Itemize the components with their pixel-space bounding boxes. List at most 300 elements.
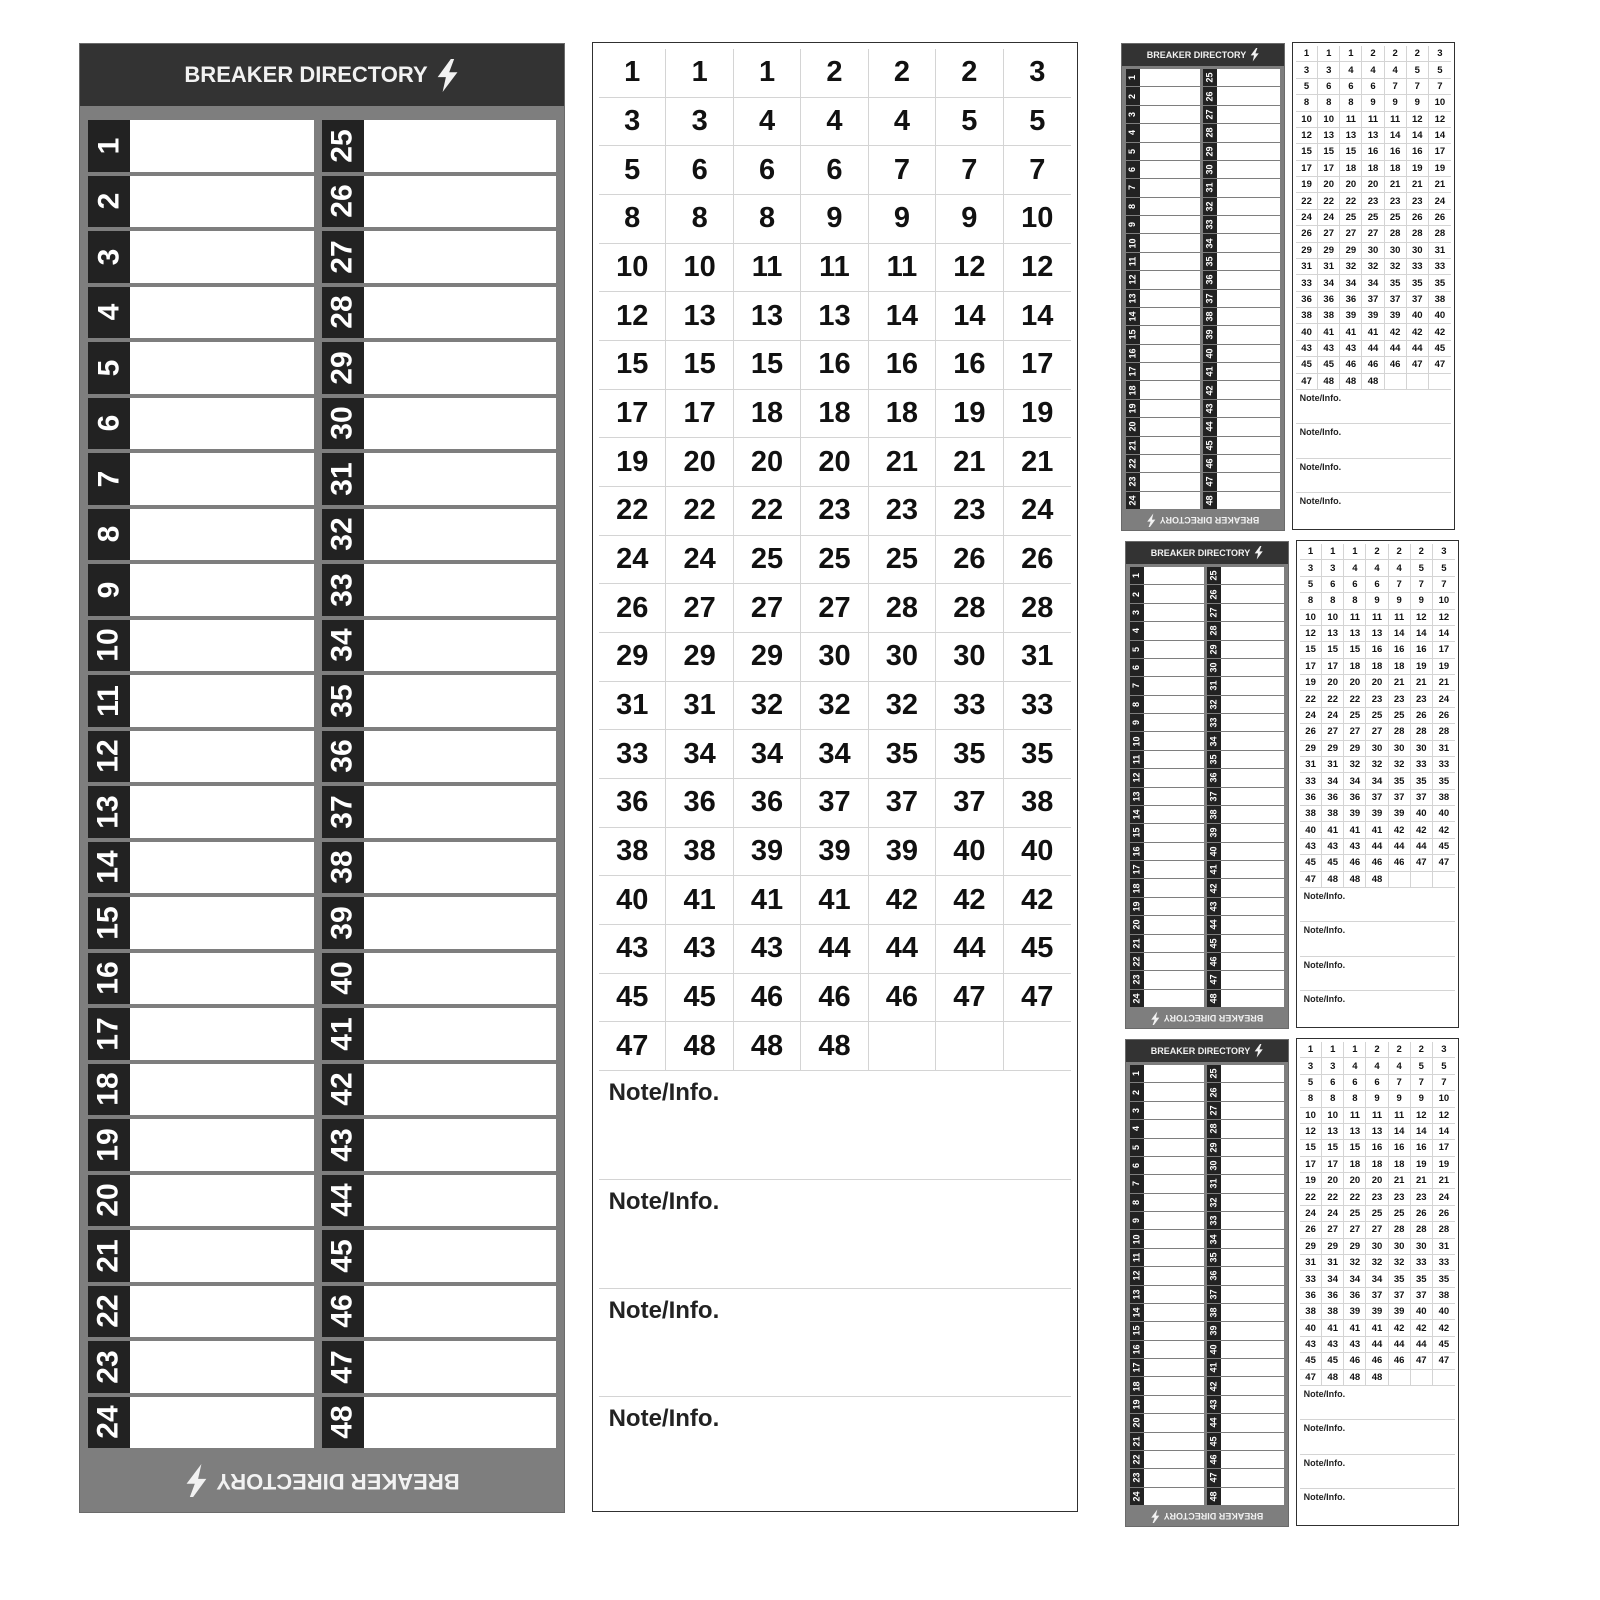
breaker-number-label: 5: [1127, 148, 1138, 154]
number-sticker: 47: [1407, 357, 1429, 373]
number-sticker: 45: [1433, 1337, 1455, 1353]
breaker-number-left: [1126, 308, 1140, 325]
number-sticker: 39: [801, 828, 868, 877]
breaker-number-label: 45: [1204, 440, 1215, 451]
number-sticker: 21: [1407, 177, 1429, 193]
breaker-rows: [1126, 69, 1280, 509]
number-sticker: 2: [1362, 46, 1384, 62]
breaker-number-label: 13: [1131, 1289, 1142, 1300]
breaker-row: [1130, 641, 1284, 658]
number-sticker: 35: [1433, 773, 1455, 789]
number-sticker: 16: [869, 341, 936, 390]
lightning-bolt-icon: [1250, 48, 1259, 62]
breaker-row: [1126, 106, 1280, 123]
breaker-label-field: [364, 1230, 556, 1282]
number-sticker: 39: [1385, 308, 1407, 324]
breaker-number-left: [1130, 1175, 1144, 1192]
breaker-number-right: [1207, 806, 1221, 823]
number-sticker: 12: [1433, 1108, 1455, 1124]
breaker-number-right: [1207, 567, 1221, 584]
breaker-label-field: [1221, 1377, 1284, 1394]
number-sticker: 38: [1433, 1288, 1455, 1304]
breaker-number-left: [1126, 455, 1140, 472]
breaker-number-right: [1207, 585, 1221, 602]
number-sticker: 48: [1318, 374, 1340, 390]
number-sticker: 16: [936, 341, 1003, 390]
notes-section: [599, 1071, 1071, 1505]
number-sticker: 31: [1433, 1239, 1455, 1255]
breaker-number-left: [88, 564, 130, 616]
number-sticker: 7: [1429, 79, 1451, 95]
breaker-row: [1130, 1304, 1284, 1321]
number-sticker: 15: [1300, 1140, 1322, 1156]
breaker-number-label: 36: [1204, 274, 1215, 285]
number-sticker: 25: [1366, 1206, 1388, 1222]
number-sticker: 37: [801, 779, 868, 828]
number-sticker: 45: [1429, 341, 1451, 357]
breaker-number-right: [1207, 861, 1221, 878]
number-sticker: 3: [1429, 46, 1451, 62]
breaker-number-right: [322, 453, 364, 505]
number-sticker: 8: [1344, 1091, 1366, 1107]
number-sticker: 7: [1407, 79, 1429, 95]
breaker-row: [1130, 861, 1284, 878]
breaker-number-label: 19: [92, 1128, 125, 1162]
number-sticker: 5: [1004, 98, 1071, 147]
number-sticker: 43: [1340, 341, 1362, 357]
breaker-label-field: [364, 1397, 556, 1449]
breaker-label-field: [364, 786, 556, 838]
breaker-number-right: [1207, 1451, 1221, 1468]
breaker-number-right: [1207, 1083, 1221, 1100]
breaker-number-label: 4: [1131, 628, 1142, 634]
breaker-number-label: 45: [1208, 1436, 1219, 1447]
number-sticker: 37: [936, 779, 1003, 828]
number-sticker: 31: [1322, 1255, 1344, 1271]
breaker-label-field: [1144, 1396, 1204, 1413]
number-sticker: 25: [734, 536, 801, 585]
breaker-number-label: 34: [1208, 1234, 1219, 1245]
number-sticker: 24: [1004, 487, 1071, 536]
breaker-row: [88, 842, 556, 894]
breaker-label-field: [1221, 769, 1284, 786]
number-sticker: 13: [1340, 128, 1362, 144]
breaker-row: [88, 620, 556, 672]
breaker-number-label: 8: [1127, 203, 1138, 209]
breaker-directory-large: [80, 44, 564, 1512]
number-sticker: 35: [1411, 773, 1433, 789]
number-sticker: 22: [1344, 691, 1366, 707]
number-sticker: 16: [1385, 144, 1407, 160]
number-sticker: 35: [1411, 1271, 1433, 1287]
number-sticker: 25: [1389, 708, 1411, 724]
breaker-label-field: [1217, 381, 1280, 398]
breaker-row: [1130, 1212, 1284, 1229]
breaker-label-field: [1217, 418, 1280, 435]
breaker-row: [1130, 751, 1284, 768]
number-sticker: 16: [1389, 1140, 1411, 1156]
notes-section: [1300, 1386, 1455, 1522]
number-sticker: 27: [1362, 226, 1384, 242]
number-sticker: 42: [1389, 1320, 1411, 1336]
breaker-number-label: 3: [1131, 609, 1142, 615]
breaker-number-left: [88, 620, 130, 672]
number-sticker: 48: [1322, 1370, 1344, 1386]
breaker-number-right: [1207, 1359, 1221, 1376]
breaker-number-label: 5: [1131, 646, 1142, 652]
number-sticker: 1: [666, 49, 733, 98]
breaker-number-label: 4: [92, 303, 125, 321]
number-sticker: 42: [1389, 822, 1411, 838]
number-sticker: 39: [1344, 1304, 1366, 1320]
breaker-number-left: [88, 1286, 130, 1338]
number-sticker: 20: [1318, 177, 1340, 193]
breaker-number-right: [1207, 732, 1221, 749]
number-sticker: 29: [1300, 1239, 1322, 1255]
number-sticker: 9: [1411, 1091, 1433, 1107]
number-sticker: 19: [1433, 1157, 1455, 1173]
number-sticker: 7: [869, 146, 936, 195]
breaker-number-left: [1130, 824, 1144, 841]
breaker-number-label: 8: [92, 525, 125, 543]
breaker-label-field: [1140, 381, 1200, 398]
breaker-number-right: [1207, 1267, 1221, 1284]
number-sticker: 26: [1433, 708, 1455, 724]
note-field: Note/Info.: [1299, 495, 1342, 506]
number-sticker: 44: [1407, 341, 1429, 357]
number-sticker: 45: [1004, 925, 1071, 974]
breaker-row: [1130, 953, 1284, 970]
number-sticker: 43: [1322, 839, 1344, 855]
number-sticker: 18: [1385, 161, 1407, 177]
breaker-number-right: [1207, 659, 1221, 676]
breaker-label-field: [364, 1064, 556, 1116]
directory-footer-title: BREAKER DIRECTORY: [1163, 1013, 1264, 1023]
breaker-label-field: [1140, 455, 1200, 472]
breaker-label-field: [1140, 271, 1200, 288]
breaker-number-right: [1203, 87, 1217, 104]
number-sticker: 13: [1322, 1124, 1344, 1140]
breaker-number-label: 38: [1204, 311, 1215, 322]
breaker-number-label: 19: [1127, 403, 1138, 414]
breaker-number-left: [88, 731, 130, 783]
number-sticker: 34: [1366, 1271, 1388, 1287]
number-sticker: 30: [1366, 741, 1388, 757]
breaker-row: [1126, 253, 1280, 270]
breaker-number-label: 27: [326, 240, 359, 274]
breaker-label-field: [130, 953, 314, 1005]
breaker-label-field: [1140, 418, 1200, 435]
breaker-row: [1126, 198, 1280, 215]
number-sheet-large: [592, 42, 1078, 1512]
number-sticker: 30: [1385, 243, 1407, 259]
breaker-number-left: [1126, 437, 1140, 454]
breaker-number-label: 12: [1131, 772, 1142, 783]
number-sticker: 33: [1300, 1271, 1322, 1287]
number-sticker: 42: [1433, 822, 1455, 838]
number-sticker: 38: [1322, 1304, 1344, 1320]
breaker-number-label: 7: [1127, 185, 1138, 191]
lightning-bolt-icon: [1151, 1509, 1160, 1523]
breaker-label-field: [1221, 1157, 1284, 1174]
note-field: Note/Info.: [599, 1071, 1071, 1180]
breaker-number-label: 35: [1208, 1252, 1219, 1263]
number-sticker: 40: [599, 876, 666, 925]
breaker-number-label: 22: [1131, 956, 1142, 967]
lightning-bolt-icon: [436, 59, 459, 92]
number-sticker: 48: [1366, 872, 1388, 888]
breaker-label-field: [1221, 1304, 1284, 1321]
breaker-number-label: 28: [1204, 127, 1215, 138]
breaker-number-left: [88, 120, 130, 172]
breaker-label-field: [1221, 622, 1284, 639]
breaker-number-label: 48: [326, 1405, 359, 1439]
number-sticker: 15: [734, 341, 801, 390]
breaker-number-label: 45: [1208, 938, 1219, 949]
breaker-number-label: 13: [1127, 293, 1138, 304]
breaker-number-left: [1130, 953, 1144, 970]
breaker-label-field: [1217, 69, 1280, 86]
number-sticker: 2: [869, 49, 936, 98]
number-sticker: 24: [1296, 210, 1318, 226]
number-sticker: 1: [1340, 46, 1362, 62]
breaker-number-label: 3: [1127, 111, 1138, 117]
number-sticker: 7: [1389, 1075, 1411, 1091]
number-sticker: 1: [1344, 544, 1366, 560]
number-sticker: 11: [1344, 1108, 1366, 1124]
breaker-number-label: 43: [326, 1128, 359, 1162]
breaker-number-label: 18: [1127, 385, 1138, 396]
number-sticker: 36: [734, 779, 801, 828]
breaker-number-label: 43: [1208, 901, 1219, 912]
number-sticker: 39: [1362, 308, 1384, 324]
number-sticker: 39: [1366, 806, 1388, 822]
breaker-number-left: [1130, 677, 1144, 694]
number-sticker: 6: [1318, 79, 1340, 95]
directory-footer: [1122, 510, 1284, 530]
number-sticker: 21: [1389, 675, 1411, 691]
breaker-label-field: [1140, 124, 1200, 141]
number-sticker: 3: [1433, 1042, 1455, 1058]
breaker-number-label: 6: [1127, 167, 1138, 173]
breaker-row: [1130, 622, 1284, 639]
breaker-label-field: [1217, 290, 1280, 307]
breaker-number-label: 33: [326, 573, 359, 607]
breaker-label-field: [1144, 769, 1204, 786]
breaker-number-left: [88, 1175, 130, 1227]
number-sticker: 17: [1322, 659, 1344, 675]
breaker-number-left: [1130, 935, 1144, 952]
number-sticker: 12: [1004, 244, 1071, 293]
number-sticker: 21: [1385, 177, 1407, 193]
breaker-label-field: [130, 231, 314, 283]
breaker-number-left: [1126, 87, 1140, 104]
number-sticker: 44: [1389, 1337, 1411, 1353]
breaker-number-label: 1: [1131, 573, 1142, 579]
number-sticker: 42: [869, 876, 936, 925]
number-sticker: 17: [1300, 1157, 1322, 1173]
number-sticker: 40: [1433, 1304, 1455, 1320]
breaker-label-field: [1221, 953, 1284, 970]
breaker-label-field: [1144, 1139, 1204, 1156]
number-sticker: 13: [1344, 1124, 1366, 1140]
number-sticker: 43: [1344, 1337, 1366, 1353]
number-sticker: 34: [666, 730, 733, 779]
breaker-row: [1130, 990, 1284, 1007]
number-sticker: 28: [1433, 1222, 1455, 1238]
breaker-number-label: 1: [1131, 1071, 1142, 1077]
number-sticker: 4: [1366, 1058, 1388, 1074]
breaker-number-left: [1126, 253, 1140, 270]
breaker-row: [1130, 1102, 1284, 1119]
breaker-label-field: [1221, 861, 1284, 878]
number-sticker: 14: [1429, 128, 1451, 144]
breaker-number-label: 37: [1204, 293, 1215, 304]
breaker-number-label: 42: [326, 1072, 359, 1106]
breaker-number-label: 37: [326, 795, 359, 829]
breaker-number-label: 42: [1208, 883, 1219, 894]
breaker-row: [1130, 1322, 1284, 1339]
breaker-number-right: [1203, 326, 1217, 343]
breaker-number-right: [1203, 234, 1217, 251]
breaker-number-label: 47: [326, 1350, 359, 1384]
breaker-label-field: [1221, 824, 1284, 841]
number-sticker: 23: [1389, 1189, 1411, 1205]
number-sticker: 40: [1407, 308, 1429, 324]
number-sticker: 24: [1318, 210, 1340, 226]
breaker-row: [1130, 879, 1284, 896]
breaker-label-field: [130, 453, 314, 505]
number-sticker: 30: [1362, 243, 1384, 259]
breaker-number-label: 2: [1127, 93, 1138, 99]
number-sticker: 40: [1296, 324, 1318, 340]
breaker-label-field: [1140, 437, 1200, 454]
number-sticker: 32: [1366, 1255, 1388, 1271]
number-sticker: 20: [1344, 1173, 1366, 1189]
number-sticker: 36: [1296, 292, 1318, 308]
number-sticker: 16: [1411, 1140, 1433, 1156]
breaker-row: [1130, 696, 1284, 713]
number-sticker: 43: [1318, 341, 1340, 357]
breaker-number-label: 16: [1127, 348, 1138, 359]
note-field: Note/Info.: [1300, 957, 1455, 991]
breaker-row: [88, 897, 556, 949]
breaker-number-label: 31: [1204, 182, 1215, 193]
number-sticker: 36: [1300, 790, 1322, 806]
breaker-number-left: [1126, 290, 1140, 307]
breaker-row: [88, 786, 556, 838]
number-sticker: 44: [1385, 341, 1407, 357]
breaker-number-left: [1126, 198, 1140, 215]
number-sticker: 17: [1004, 341, 1071, 390]
number-sticker: 44: [936, 925, 1003, 974]
number-sticker: 11: [1366, 1108, 1388, 1124]
breaker-label-field: [364, 398, 556, 450]
number-sticker: 14: [1433, 1124, 1455, 1140]
breaker-number-label: 10: [1127, 238, 1138, 249]
breaker-number-left: [1126, 363, 1140, 380]
number-sticker: 14: [1407, 128, 1429, 144]
number-sticker: 42: [1385, 324, 1407, 340]
breaker-number-label: 37: [1208, 1289, 1219, 1300]
number-sticker: 8: [1300, 593, 1322, 609]
breaker-number-label: 25: [1208, 1068, 1219, 1079]
number-sticker: 42: [1004, 876, 1071, 925]
breaker-number-right: [1207, 1304, 1221, 1321]
number-sticker: 37: [869, 779, 936, 828]
number-sticker: 40: [936, 828, 1003, 877]
breaker-row: [1130, 898, 1284, 915]
breaker-row: [88, 1397, 556, 1449]
breaker-row: [88, 398, 556, 450]
breaker-label-field: [1144, 604, 1204, 621]
breaker-number-label: 43: [1208, 1399, 1219, 1410]
breaker-number-right: [1203, 198, 1217, 215]
breaker-number-right: [1207, 1286, 1221, 1303]
breaker-number-left: [1130, 1469, 1144, 1486]
number-sticker: 35: [1407, 275, 1429, 291]
number-sticker: 13: [1366, 626, 1388, 642]
number-sticker: 32: [1385, 259, 1407, 275]
breaker-number-left: [1130, 769, 1144, 786]
breaker-number-label: 39: [1208, 827, 1219, 838]
breaker-row: [1126, 161, 1280, 178]
breaker-number-label: 40: [1204, 348, 1215, 359]
breaker-label-field: [364, 1341, 556, 1393]
breaker-label-field: [1144, 1230, 1204, 1247]
breaker-number-label: 20: [1131, 919, 1142, 930]
note-field: Note/Info.: [1300, 922, 1455, 956]
number-sticker: 9: [1366, 1091, 1388, 1107]
directory-title: BREAKER DIRECTORY: [1150, 548, 1251, 558]
number-sticker: 46: [1389, 855, 1411, 871]
number-sticker: 39: [1366, 1304, 1388, 1320]
number-sticker: 9: [1366, 593, 1388, 609]
breaker-label-field: [1217, 345, 1280, 362]
breaker-number-right: [1207, 1249, 1221, 1266]
number-sticker: 22: [666, 487, 733, 536]
breaker-number-right: [322, 675, 364, 727]
number-sticker: 28: [1433, 724, 1455, 740]
number-sticker: 3: [1296, 62, 1318, 78]
breaker-number-label: 14: [1131, 809, 1142, 820]
number-sticker: 43: [1300, 839, 1322, 855]
breaker-label-field: [1144, 585, 1204, 602]
number-sticker: 31: [1300, 757, 1322, 773]
breaker-label-field: [1221, 1267, 1284, 1284]
number-sticker: 29: [1322, 741, 1344, 757]
breaker-label-field: [1140, 143, 1200, 160]
number-sticker: 2: [1366, 544, 1388, 560]
directory-header: [1126, 1040, 1288, 1062]
breaker-number-label: 17: [1131, 864, 1142, 875]
number-sticker: 29: [1344, 1239, 1366, 1255]
number-sticker: 18: [1389, 659, 1411, 675]
breaker-label-field: [364, 731, 556, 783]
number-sticker: 26: [1300, 724, 1322, 740]
breaker-number-left: [1130, 1322, 1144, 1339]
number-sticker: 10: [1433, 1091, 1455, 1107]
breaker-number-label: 26: [326, 184, 359, 218]
breaker-number-label: 22: [92, 1294, 125, 1328]
directory-footer-title: BREAKER DIRECTORY: [216, 1469, 460, 1494]
number-sticker: 19: [1004, 390, 1071, 439]
breaker-label-field: [1221, 1065, 1284, 1082]
number-sticker: 4: [1389, 1058, 1411, 1074]
breaker-number-label: 48: [1208, 1491, 1219, 1502]
number-sticker: 13: [1362, 128, 1384, 144]
number-sticker: 23: [801, 487, 868, 536]
